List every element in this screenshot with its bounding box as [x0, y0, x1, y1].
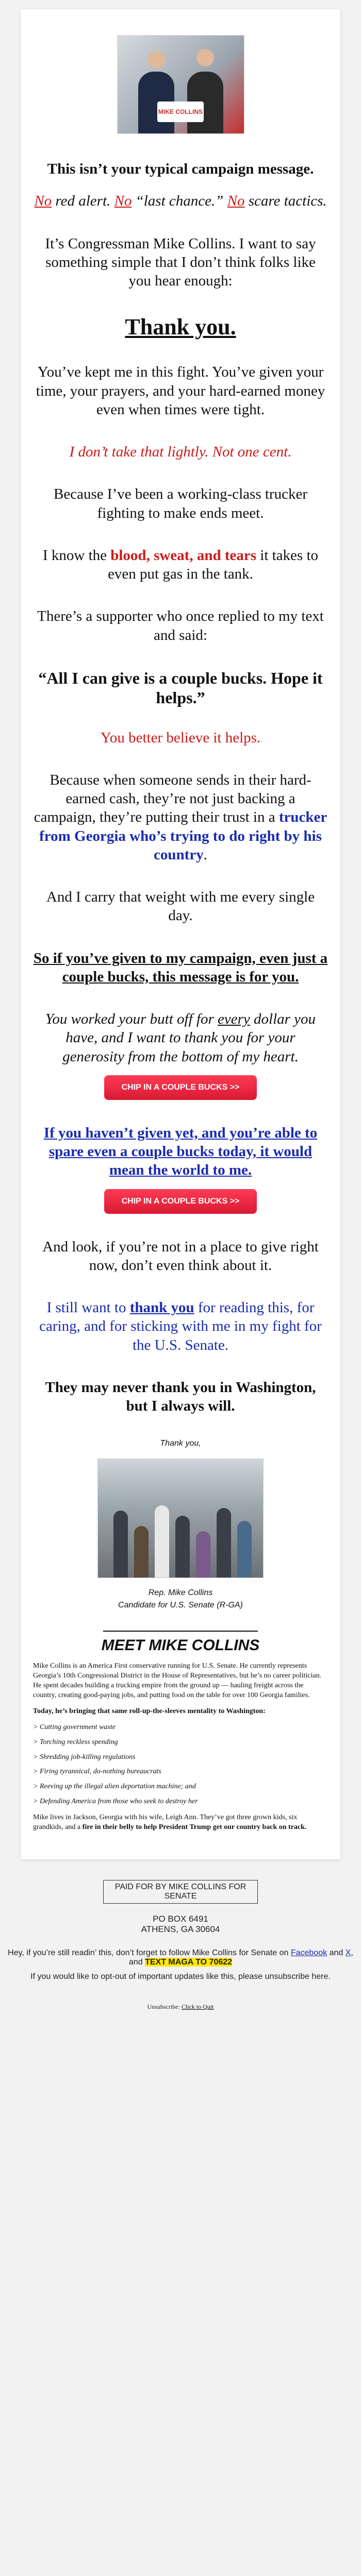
text-segment: and — [327, 1948, 346, 1957]
supporter-text: There’s a supporter who once replied to my text and said: — [37, 608, 324, 643]
signoff: Thank you, — [160, 1439, 201, 1448]
divider — [103, 1631, 258, 1632]
facebook-link[interactable]: Facebook — [290, 1948, 327, 1957]
unsubscribe-label: Unsubscribe: — [147, 2003, 180, 2010]
highlight-blue: trucker from Georgia who’s trying to do right by his country — [39, 809, 327, 863]
hero-head-left — [147, 51, 165, 69]
meet-title: MEET MIKE COLLINS — [101, 1637, 260, 1654]
chip-in-button-2[interactable]: CHIP IN A COUPLE BUCKS >> — [104, 1189, 257, 1214]
unsubscribe-line — [0, 2003, 361, 2011]
x-link[interactable]: X — [345, 1948, 351, 1957]
chip-in-button[interactable]: CHIP IN A COUPLE BUCKS >> — [104, 1075, 257, 1100]
signature-title: Candidate for U.S. Senate (R-GA) — [118, 1601, 243, 1610]
carry-text: And I carry that weight with me every single day. — [46, 889, 315, 924]
thank-you-heading: Thank you. — [125, 314, 236, 340]
family-figure — [113, 1511, 128, 1578]
worked-text — [33, 1010, 328, 1066]
highlight-red: blood, sweat, and tears — [110, 547, 257, 564]
family-figure — [196, 1531, 210, 1578]
no-word: No — [34, 193, 52, 210]
bio-list-item: > Torching reckless spending — [33, 1738, 118, 1746]
look-text: And look, if you’re not in a place to give right now, don’t even think about it. — [42, 1238, 319, 1274]
bio-list-item: > Reeving up the illegal alien deportation machine; and — [33, 1783, 196, 1791]
bio-closing — [33, 1813, 328, 1833]
address-line: ATHENS, GA 30604 — [141, 1924, 220, 1935]
given-text: So if you’ve given to my campaign, even just a couple bucks, this message is for you. — [33, 950, 328, 985]
text-segment: scare tactics. — [244, 193, 327, 210]
text-segment: dollar you have, and I want to thank you for your generosity from the bottom of my heart. — [62, 1011, 316, 1065]
text-segment-bold: fire in their belly to help President Trump get our country back on track. — [82, 1823, 307, 1831]
supporter-quote: “All I can give is a couple bucks. Hope it helps.” — [38, 668, 323, 707]
underlined-word: thank you — [129, 1299, 194, 1316]
bio-list-item: > Shredding job-killing regulations — [33, 1753, 136, 1761]
trucker-text: Because I’ve been a working-class trucker fighting to make ends meet. — [54, 486, 307, 521]
text-segment: Hey, if you’re still readin’ this, don’t forget to follow Mike Collins for Senate on — [8, 1948, 291, 1957]
hero-photo — [117, 35, 244, 134]
hero-head-right — [196, 49, 214, 66]
because-text — [33, 771, 328, 864]
underlined-word: every — [218, 1011, 250, 1028]
text-segment: for reading this, for caring, and for sticking with me in my fight for the U.S. Senate. — [39, 1299, 322, 1353]
campaign-logo: MIKE COLLINS — [157, 101, 204, 122]
believe-text: You better believe it helps. — [100, 729, 261, 746]
kept-me-text: You’ve kept me in this fight. You’ve given your time, your prayers, and your hard-earned money even when times were tight. — [36, 364, 325, 418]
text-maga-highlight: TEXT MAGA TO 70622 — [145, 1957, 233, 1967]
bio-list — [33, 1723, 328, 1807]
text-segment: I still want to — [46, 1299, 130, 1316]
paid-for-box: PAID FOR BY MIKE COLLINS FOR SENATE — [103, 1880, 258, 1904]
text-segment: red alert. — [52, 193, 114, 210]
bio-lead: Today, he’s bringing that same roll-up-the-sleeves mentality to Washington: — [33, 1707, 266, 1715]
text-segment: I know the — [42, 547, 111, 564]
opt-out-text[interactable]: If you would like to opt-out of important updates like this, please unsubscribe here. — [30, 1972, 331, 1981]
headline: This isn’t your typical campaign message. — [47, 161, 314, 177]
family-figure — [217, 1508, 231, 1578]
bio-list-item: > Firing tyrannical, do-nothing bureaucrats — [33, 1768, 161, 1776]
bio-paragraph: Mike Collins is an America First conservative running for U.S. Senate. He currently represents Georgia’s 10th Congressional District in the House of Representatives, but he’s no career politician. He spent decades building a trucking empire from the ground up — hauling freight across the country, creating good-paying jobs, and putting food on the table for over 100 Georgia families. — [33, 1662, 322, 1699]
text-segment: it takes to even put gas in the tank. — [108, 547, 319, 582]
address-line: PO BOX 6491 — [153, 1913, 208, 1924]
text-segment: Mike lives in Jackson, Georgia with his wife, Leigh Ann. They’ve got three grown kids, six grandkids, and a — [33, 1814, 298, 1831]
never-text: They may never thank you in Washington, but I always will. — [45, 1379, 316, 1415]
still-text — [33, 1298, 328, 1354]
unsubscribe-link[interactable]: Click to Quit — [181, 2003, 214, 2010]
text-segment: “last chance.” — [132, 193, 227, 210]
follow-text — [0, 1948, 361, 1967]
blood-sweat-text — [33, 546, 328, 584]
no-word: No — [114, 193, 132, 210]
not-given-text[interactable]: If you haven’t given yet, and you’re able to spare even a couple bucks today, it would mean the world to me. — [43, 1124, 318, 1179]
bio-section — [33, 1662, 328, 1833]
footer — [0, 1859, 361, 2011]
no-lines — [33, 192, 328, 210]
no-word: No — [227, 193, 245, 210]
email-card — [21, 9, 340, 1859]
text-segment: , and — [128, 1948, 353, 1967]
bio-list-item: > Defending America from those who seek to destroy her — [33, 1798, 198, 1806]
family-photo — [97, 1459, 264, 1578]
text-segment: Because when someone sends in their hard-earned cash, they’re not just backing a campaign, they’re putting their trust in a — [34, 771, 311, 826]
family-figure — [175, 1516, 190, 1578]
family-figure — [155, 1505, 169, 1578]
family-figure — [134, 1526, 149, 1578]
text-segment: You worked your butt off for — [45, 1011, 218, 1028]
mailing-address — [0, 1914, 361, 1935]
signature-name: Rep. Mike Collins — [148, 1588, 213, 1598]
family-figure — [237, 1521, 252, 1578]
intro-text: It’s Congressman Mike Collins. I want to say something simple that I don’t think folks like you hear enough: — [45, 235, 316, 289]
text-segment: . — [203, 846, 207, 863]
not-lightly-text: I don’t take that lightly. Not one cent. — [69, 444, 292, 460]
bio-list-item: > Cutting government waste — [33, 1723, 116, 1731]
